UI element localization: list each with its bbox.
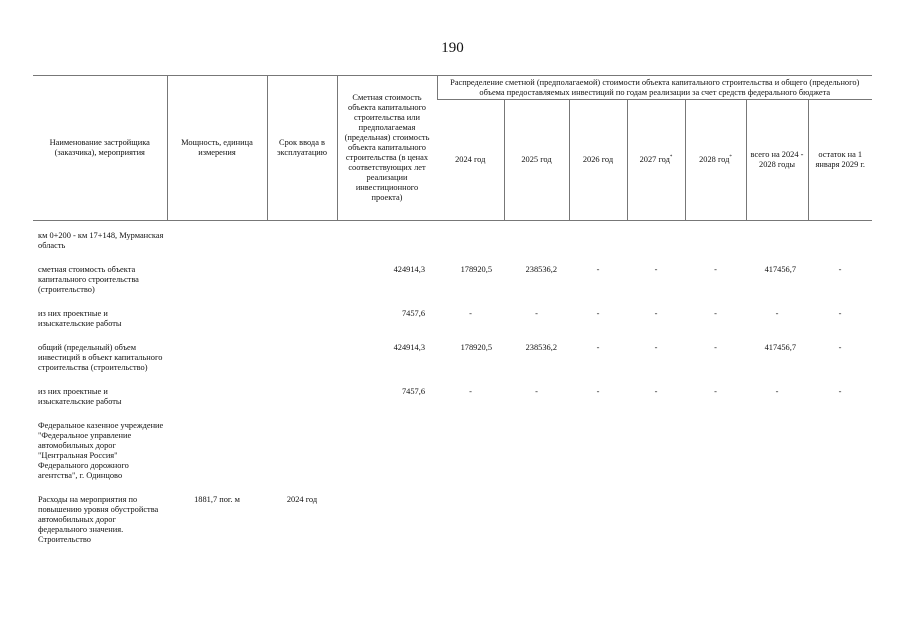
header-year-2024: 2024 год	[437, 100, 504, 221]
row-2026	[569, 231, 627, 251]
header-estimated-cost: Сметная стоимость объекта капитального строительства или предполагаемая (предельная) стоимость объекта капитального строительства (в ценах соответствующих лет реализации инвестиционного проекта)	[337, 76, 437, 221]
row-deadline	[267, 387, 337, 407]
row-cost	[337, 231, 437, 251]
row-2025	[504, 231, 569, 251]
header-name: Наименование застройщика (заказчика), мероприятия	[33, 76, 167, 221]
row-2026: -	[596, 309, 600, 318]
row-capacity	[167, 309, 267, 329]
header-year-2027: 2027 год*	[627, 100, 685, 221]
row-2024: -	[469, 309, 472, 318]
row-2028	[685, 421, 746, 481]
row-deadline: 2024 год	[286, 495, 318, 504]
row-name: Расходы на мероприятия по повышению уровня обустройства автомобильных дорог федерального значения. Строительство	[38, 495, 159, 544]
row-remainder	[808, 495, 872, 545]
row-2025	[504, 495, 569, 545]
row-total	[746, 495, 808, 545]
row-2024: -	[469, 387, 472, 396]
row-2026: -	[596, 343, 600, 352]
row-cost	[337, 421, 437, 481]
table-row	[33, 387, 872, 407]
row-2026	[569, 421, 627, 481]
investment-table	[33, 75, 872, 545]
row-remainder: -	[838, 265, 842, 274]
row-cost: 7457,6	[401, 309, 425, 318]
row-2027: -	[654, 309, 658, 318]
header-capacity: Мощность, единица измерения	[167, 76, 267, 221]
row-2025	[504, 421, 569, 481]
row-cost	[337, 495, 437, 545]
row-name: Федеральное казенное учреждение "Федеральное управление автомобильных дорог "Центральная Россия" Федерального дорожного агентства", г. Одинцово	[38, 421, 164, 480]
row-2025: -	[535, 309, 538, 318]
row-name: сметная стоимость объекта капитального строительства (строительство)	[38, 265, 139, 294]
row-2024	[437, 231, 504, 251]
row-deadline	[267, 231, 337, 251]
row-2028: -	[714, 265, 717, 274]
row-2025: 238536,2	[525, 343, 557, 352]
row-name: км 0+200 - км 17+148, Мурманская область	[38, 231, 164, 250]
row-remainder: -	[838, 387, 842, 396]
row-2025: 238536,2	[525, 265, 557, 274]
header-distribution: Распределение сметной (предполагаемой) стоимости объекта капитального строительства и общего (предельного) объема предоставляемых инвестиций по годам реализации за счет средств федерального бюджета	[437, 76, 872, 100]
row-cost: 424914,3	[393, 265, 425, 274]
row-2026	[569, 495, 627, 545]
row-2024	[437, 421, 504, 481]
row-2028: -	[714, 387, 717, 396]
row-2026: -	[596, 387, 600, 396]
row-deadline	[267, 265, 337, 295]
table-row	[33, 265, 872, 295]
header-year-2028: 2028 год*	[685, 100, 746, 221]
header-remainder: остаток на 1 января 2029 г.	[808, 100, 872, 221]
table-row	[33, 421, 872, 481]
row-remainder: -	[838, 309, 842, 318]
row-total: 417456,7	[764, 265, 796, 274]
row-cost: 7457,6	[401, 387, 425, 396]
row-2024	[437, 495, 504, 545]
table-row	[33, 343, 872, 373]
row-cost: 424914,3	[393, 343, 425, 352]
footnote-mark: *	[669, 155, 673, 161]
row-name: из них проектные и изыскательские работы	[38, 387, 122, 406]
row-2027: -	[654, 343, 658, 352]
row-total: -	[775, 309, 779, 318]
row-2027: -	[654, 265, 658, 274]
row-2027	[627, 421, 685, 481]
row-2027	[627, 231, 685, 251]
row-total	[746, 421, 808, 481]
row-2027	[627, 495, 685, 545]
row-name: из них проектные и изыскательские работы	[38, 309, 122, 328]
row-2025: -	[535, 387, 538, 396]
row-capacity	[167, 343, 267, 373]
row-remainder	[808, 421, 872, 481]
investment-table-container	[33, 75, 872, 545]
row-capacity	[167, 421, 267, 481]
header-deadline: Срок ввода в эксплуатацию	[267, 76, 337, 221]
row-2028	[685, 495, 746, 545]
row-total: -	[775, 387, 779, 396]
row-remainder	[808, 231, 872, 251]
row-2024: 178920,5	[460, 343, 492, 352]
row-capacity	[167, 265, 267, 295]
row-capacity	[167, 387, 267, 407]
footnote-mark: *	[729, 155, 732, 161]
row-2024: 178920,5	[460, 265, 492, 274]
page-number: 190	[441, 40, 464, 56]
row-2028	[685, 231, 746, 251]
row-remainder: -	[838, 343, 842, 352]
row-total	[746, 231, 808, 251]
table-row	[33, 309, 872, 329]
row-2028: -	[714, 309, 717, 318]
row-capacity: 1881,7 пог. м	[194, 495, 240, 504]
row-2028: -	[714, 343, 717, 352]
row-deadline	[267, 421, 337, 481]
row-name: общий (предельный) объем инвестиций в объект капитального строительства (строительство)	[38, 343, 163, 372]
header-year-2025: 2025 год	[504, 100, 569, 221]
header-total: всего на 2024 - 2028 годы	[746, 100, 808, 221]
table-body	[33, 221, 872, 546]
header-year-2026: 2026 год	[569, 100, 627, 221]
row-2026: -	[596, 265, 600, 274]
row-deadline	[267, 343, 337, 373]
row-deadline	[267, 309, 337, 329]
row-total: 417456,7	[764, 343, 796, 352]
row-2027: -	[654, 387, 658, 396]
table-header	[33, 76, 872, 221]
table-row	[33, 231, 872, 251]
row-capacity	[167, 231, 267, 251]
table-row	[33, 495, 872, 545]
